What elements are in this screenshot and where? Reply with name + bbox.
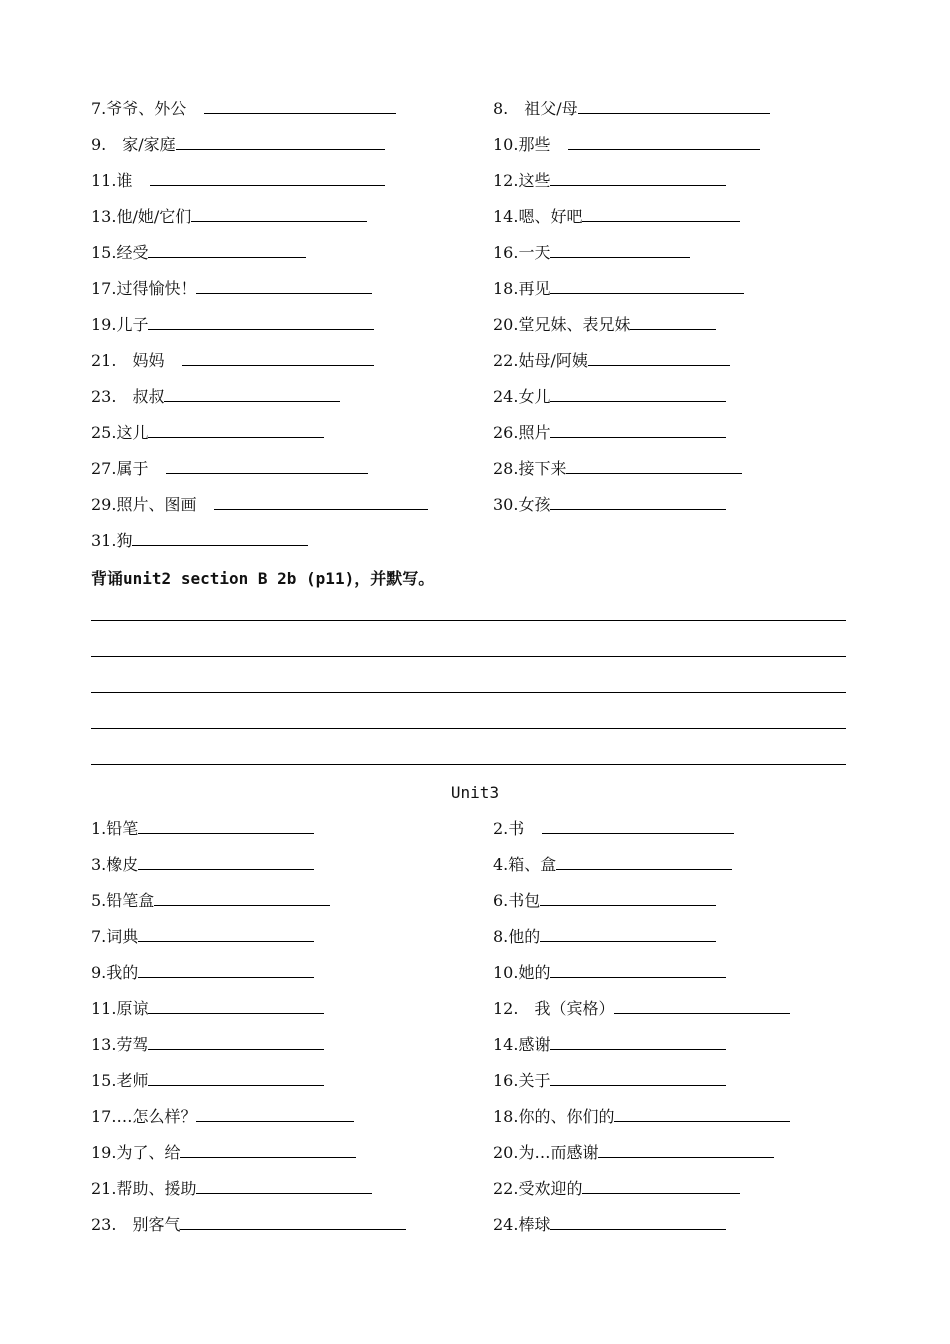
vocab-item xyxy=(493,1142,774,1163)
recite-section: unit2 section B 2b (p11) xyxy=(123,569,355,588)
answer-blank[interactable] xyxy=(550,278,744,294)
vocab-label: 18.再见 xyxy=(493,279,551,298)
answer-blank[interactable] xyxy=(630,314,716,330)
answer-blank[interactable] xyxy=(148,998,324,1014)
vocab-item xyxy=(493,494,726,515)
writing-line[interactable] xyxy=(91,728,846,729)
vocab-item xyxy=(493,1178,740,1199)
vocab-label: 11.谁 xyxy=(91,171,133,190)
vocab-label: 17.过得愉快！ xyxy=(91,279,197,298)
answer-blank[interactable] xyxy=(550,422,726,438)
vocab-label: 10.她的 xyxy=(493,963,551,982)
answer-blank[interactable] xyxy=(196,1178,372,1194)
vocab-item xyxy=(493,962,726,983)
vocab-label: 31.狗 xyxy=(91,531,133,550)
unit-title: Unit3 xyxy=(450,783,500,802)
vocab-label: 15.老师 xyxy=(91,1071,149,1090)
answer-blank[interactable] xyxy=(196,278,372,294)
vocab-item xyxy=(91,170,385,191)
vocab-label: 30.女孩 xyxy=(493,495,551,514)
recite-suffix: ，并默写。 xyxy=(354,569,435,588)
vocab-item xyxy=(91,206,367,227)
vocab-label: 27.属于 xyxy=(91,459,149,478)
vocab-label: 13.他/她/它们 xyxy=(91,207,192,226)
vocab-label: 24.棒球 xyxy=(493,1215,551,1234)
vocab-item xyxy=(91,422,324,443)
vocab-item xyxy=(493,458,742,479)
answer-blank[interactable] xyxy=(582,1178,740,1194)
answer-blank[interactable] xyxy=(180,1142,356,1158)
vocab-item xyxy=(493,926,716,947)
vocab-label: 8. 祖父/母 xyxy=(493,99,578,118)
answer-blank[interactable] xyxy=(540,890,716,906)
answer-blank[interactable] xyxy=(550,962,726,978)
vocab-item xyxy=(493,242,690,263)
vocab-item xyxy=(493,134,760,155)
vocab-item xyxy=(91,998,324,1019)
vocab-item xyxy=(91,98,396,119)
vocab-item xyxy=(493,98,770,119)
answer-blank[interactable] xyxy=(550,242,690,258)
vocab-item xyxy=(91,1070,324,1091)
answer-blank[interactable] xyxy=(550,494,726,510)
vocab-label: 14.感谢 xyxy=(493,1035,551,1054)
answer-blank[interactable] xyxy=(148,1070,324,1086)
vocab-label: 12. 我（宾格） xyxy=(493,999,615,1018)
answer-blank[interactable] xyxy=(214,494,428,510)
answer-blank[interactable] xyxy=(588,350,730,366)
vocab-label: 3.橡皮 xyxy=(91,855,139,874)
vocab-label: 1.铅笔 xyxy=(91,819,139,838)
vocab-item xyxy=(493,422,726,443)
vocab-item xyxy=(493,998,790,1019)
vocab-item xyxy=(493,1106,790,1127)
vocab-item xyxy=(91,1034,324,1055)
answer-blank[interactable] xyxy=(166,458,368,474)
answer-blank[interactable] xyxy=(550,386,726,402)
answer-blank[interactable] xyxy=(148,242,306,258)
vocab-label: 2.书 xyxy=(493,819,525,838)
vocab-item xyxy=(493,314,716,335)
vocab-label: 25.这儿 xyxy=(91,423,149,442)
vocab-item xyxy=(91,1178,372,1199)
vocab-item xyxy=(493,1214,726,1235)
vocab-item xyxy=(493,818,734,839)
answer-blank[interactable] xyxy=(180,1214,406,1230)
answer-blank[interactable] xyxy=(550,1214,726,1230)
vocab-label: 19.儿子 xyxy=(91,315,149,334)
answer-blank[interactable] xyxy=(598,1142,774,1158)
answer-blank[interactable] xyxy=(566,458,742,474)
vocab-item xyxy=(91,242,306,263)
answer-blank[interactable] xyxy=(550,170,726,186)
vocab-item xyxy=(91,494,428,515)
vocab-item xyxy=(91,134,385,155)
vocab-item xyxy=(493,206,740,227)
vocab-item xyxy=(493,386,726,407)
answer-blank[interactable] xyxy=(550,1034,726,1050)
answer-blank[interactable] xyxy=(164,386,340,402)
answer-blank[interactable] xyxy=(138,926,314,942)
answer-blank[interactable] xyxy=(614,1106,790,1122)
vocab-item xyxy=(493,854,732,875)
vocab-label: 22.姑母/阿姨 xyxy=(493,351,588,370)
writing-line[interactable] xyxy=(91,656,846,657)
answer-blank[interactable] xyxy=(138,962,314,978)
vocab-item xyxy=(91,962,314,983)
vocab-item xyxy=(493,890,716,911)
vocab-label: 11.原谅 xyxy=(91,999,149,1018)
vocab-item xyxy=(91,314,374,335)
vocab-label: 9.我的 xyxy=(91,963,139,982)
vocab-item xyxy=(91,458,368,479)
answer-blank[interactable] xyxy=(191,206,367,222)
vocab-label: 13.劳驾 xyxy=(91,1035,149,1054)
answer-blank[interactable] xyxy=(148,1034,324,1050)
vocab-label: 4.箱、盒 xyxy=(493,855,557,874)
answer-blank[interactable] xyxy=(138,818,314,834)
vocab-item xyxy=(91,350,374,371)
writing-line[interactable] xyxy=(91,620,846,621)
vocab-label: 16.关于 xyxy=(493,1071,551,1090)
vocab-label: 21.帮助、援助 xyxy=(91,1179,197,1198)
vocab-label: 17.…怎么样？ xyxy=(91,1107,197,1126)
vocab-item xyxy=(91,1214,406,1235)
answer-blank[interactable] xyxy=(540,926,716,942)
vocab-label: 21. 妈妈 xyxy=(91,351,165,370)
vocab-label: 14.嗯、好吧 xyxy=(493,207,583,226)
recite-prefix: 背诵 xyxy=(91,569,124,588)
answer-blank[interactable] xyxy=(148,314,374,330)
vocab-label: 10.那些 xyxy=(493,135,551,154)
vocab-label: 29.照片、图画 xyxy=(91,495,197,514)
answer-blank[interactable] xyxy=(150,170,385,186)
vocab-label: 23. 别客气 xyxy=(91,1215,181,1234)
answer-blank[interactable] xyxy=(614,998,790,1014)
vocab-label: 18.你的、你们的 xyxy=(493,1107,615,1126)
answer-blank[interactable] xyxy=(154,890,330,906)
vocab-label: 24.女儿 xyxy=(493,387,551,406)
vocab-label: 26.照片 xyxy=(493,423,551,442)
vocab-label: 20.为…而感谢 xyxy=(493,1143,599,1162)
answer-blank[interactable] xyxy=(204,98,396,114)
vocab-label: 15.经受 xyxy=(91,243,149,262)
recite-instruction xyxy=(91,566,434,589)
answer-blank[interactable] xyxy=(176,134,385,150)
vocab-item xyxy=(91,386,340,407)
answer-blank[interactable] xyxy=(568,134,760,150)
answer-blank[interactable] xyxy=(148,422,324,438)
vocab-item xyxy=(91,854,314,875)
answer-blank[interactable] xyxy=(132,530,308,546)
vocab-item xyxy=(91,1142,356,1163)
answer-blank[interactable] xyxy=(556,854,732,870)
vocab-label: 20.堂兄妹、表兄妹 xyxy=(493,315,631,334)
vocab-item xyxy=(493,1034,726,1055)
vocab-label: 16.一天 xyxy=(493,243,551,262)
vocab-label: 12.这些 xyxy=(493,171,551,190)
vocab-label: 5.铅笔盒 xyxy=(91,891,155,910)
vocab-label: 8.他的 xyxy=(493,927,541,946)
vocab-label: 28.接下来 xyxy=(493,459,567,478)
vocab-item xyxy=(91,278,372,299)
vocab-label: 9. 家/家庭 xyxy=(91,135,176,154)
vocab-item xyxy=(91,818,314,839)
answer-blank[interactable] xyxy=(550,1070,726,1086)
answer-blank[interactable] xyxy=(138,854,314,870)
vocab-label: 7.词典 xyxy=(91,927,139,946)
answer-blank[interactable] xyxy=(542,818,734,834)
vocab-label: 23. 叔叔 xyxy=(91,387,165,406)
answer-blank[interactable] xyxy=(196,1106,354,1122)
vocab-item xyxy=(493,278,744,299)
vocab-item xyxy=(493,1070,726,1091)
vocab-label: 19.为了、给 xyxy=(91,1143,181,1162)
vocab-item xyxy=(91,1106,354,1127)
writing-line[interactable] xyxy=(91,692,846,693)
vocab-item xyxy=(493,170,726,191)
writing-line[interactable] xyxy=(91,764,846,765)
answer-blank[interactable] xyxy=(582,206,740,222)
answer-blank[interactable] xyxy=(182,350,374,366)
vocab-item xyxy=(91,890,330,911)
answer-blank[interactable] xyxy=(578,98,770,114)
vocab-item xyxy=(91,926,314,947)
vocab-label: 7.爷爷、外公 xyxy=(91,99,187,118)
vocab-item xyxy=(493,350,730,371)
vocab-item xyxy=(91,530,308,551)
vocab-label: 6.书包 xyxy=(493,891,541,910)
vocab-label: 22.受欢迎的 xyxy=(493,1179,583,1198)
